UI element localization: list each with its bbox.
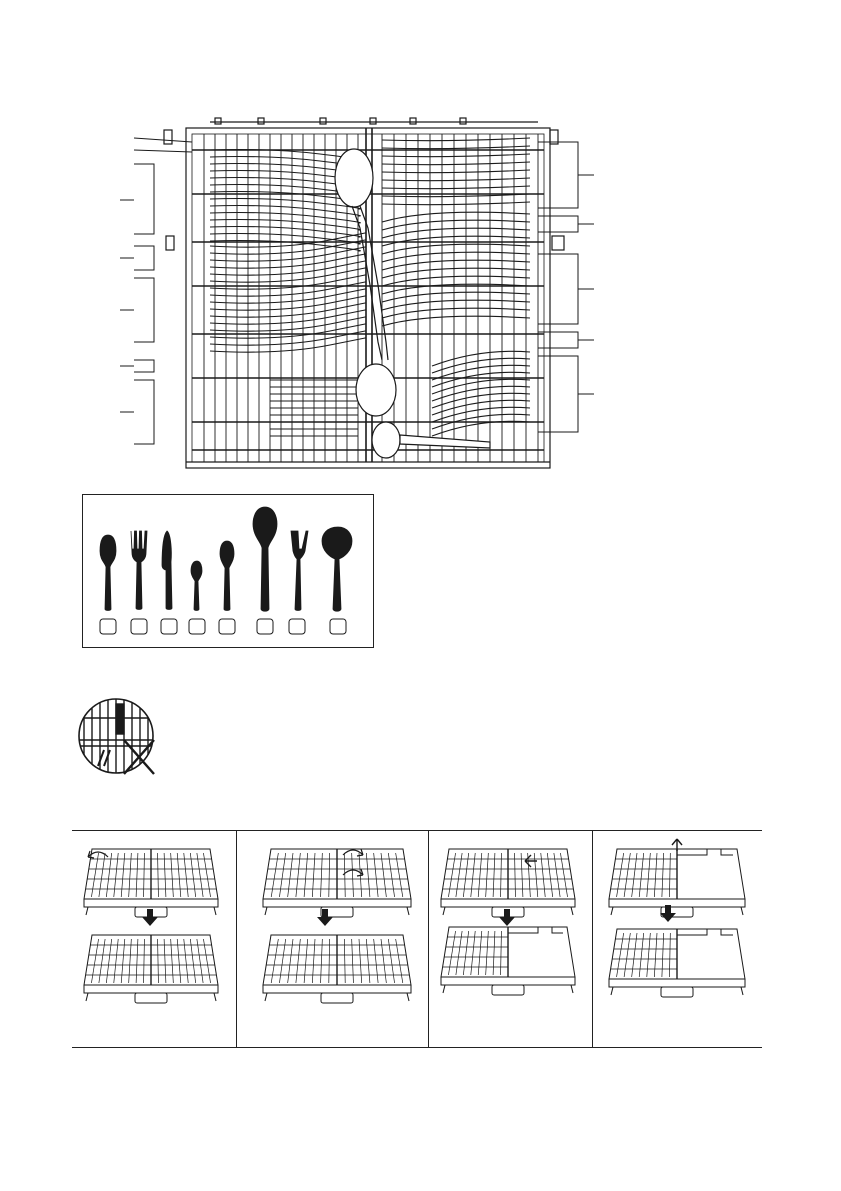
fold-down-right-rack-icon	[237, 831, 429, 1047]
legend-number-box	[257, 619, 273, 634]
right-callouts	[538, 142, 594, 432]
legend-number-box	[161, 619, 177, 634]
step-2	[236, 831, 429, 1047]
rack-drawing	[609, 929, 745, 997]
legend-number-box	[131, 619, 147, 634]
slide-middle-section-icon	[429, 831, 593, 1047]
knife-icon	[162, 531, 172, 610]
rack-drawing	[263, 849, 411, 917]
rack-drawing	[441, 849, 575, 917]
arrow-down-icon	[317, 909, 333, 926]
rack-drawing	[441, 927, 575, 995]
step-1	[72, 831, 236, 1047]
no-upright-cutlery-icon	[76, 696, 168, 778]
rack-drawing	[84, 849, 218, 917]
rack-drawing	[84, 935, 218, 1003]
ladle-icon	[322, 527, 352, 611]
left-callouts	[120, 138, 192, 444]
serving-fork-icon	[291, 531, 308, 611]
rotate-arrow-icon	[343, 849, 363, 856]
fold-down-left-rack-icon	[72, 831, 236, 1047]
cutlery-tray-svg	[120, 110, 720, 482]
legend-number-box	[100, 619, 116, 634]
tray-adjustment-steps	[72, 830, 762, 1048]
legend-number-box	[330, 619, 346, 634]
serving-spoon-icon	[253, 507, 277, 611]
rack-drawing	[263, 935, 411, 1003]
coffee-spoon-icon	[191, 561, 202, 611]
legend-number-box	[189, 619, 205, 634]
cutlery-legend	[82, 494, 374, 648]
step-3	[428, 831, 593, 1047]
legend-number-box	[219, 619, 235, 634]
table-spoon-icon	[100, 535, 116, 611]
remove-middle-section-icon	[593, 831, 763, 1047]
cutlery-tray-diagram	[120, 110, 720, 482]
cutlery-legend-svg	[83, 495, 373, 647]
legend-number-box	[289, 619, 305, 634]
fork-icon	[131, 531, 147, 610]
rack-drawing	[609, 849, 745, 917]
dessert-spoon-icon	[220, 541, 234, 611]
arrow-down-icon	[499, 909, 515, 926]
step-4	[592, 831, 763, 1047]
arrow-down-icon	[142, 909, 158, 926]
